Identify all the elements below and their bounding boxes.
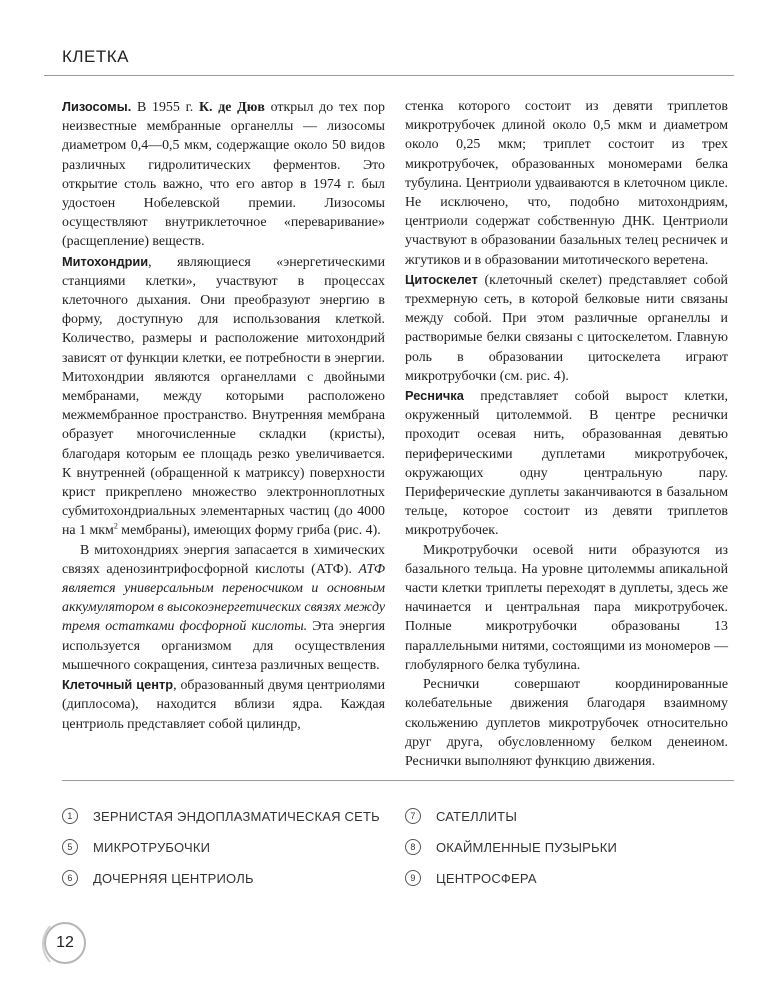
legend-label: САТЕЛЛИТЫ — [436, 808, 518, 824]
paragraph-cilium: Ресничка представляет собой вырост клетки, окруженный цитолеммой. В центре реснички проходит осевая нить, образованная девятью периферическими дуплетами микротрубочек, окружающих одну центральную пару. Периферические дуплеты заканчиваются в базальном тельце, которое состоит из девяти триплетов микротрубочек. — [405, 388, 728, 539]
header-divider — [44, 75, 734, 76]
legend-label: МИКРОТРУБОЧКИ — [93, 839, 211, 855]
legend-divider — [62, 780, 734, 781]
legend-label: ДОЧЕРНЯЯ ЦЕНТРИОЛЬ — [93, 870, 254, 886]
legend-number-badge: 1 — [62, 808, 78, 824]
legend-number-badge: 7 — [405, 808, 421, 824]
term-mitochondria: Митохондрии — [62, 253, 149, 269]
right-text-column — [405, 97, 728, 771]
paragraph-movement: Реснички совершают координированные колебательные движения благодаря взаимному скольжению дуплетов микротрубочек относительно друг друга, обусловленному белком денеином. Реснички выполняют функцию движения. — [405, 677, 728, 769]
paragraph-microtubules: Микротрубочки осевой нити образуются из базального тельца. На уровне цитолеммы апикальной части клетки триплеты переходят в дуплеты, здесь же начинается и центральная пара микротрубочек. Полные микротрубочки образованы 13 параллельными нитями, состоящими из мономеров — глобулярного белка тубулина. — [405, 542, 728, 673]
legend-number-badge: 9 — [405, 870, 421, 886]
term-cilium: Ресничка — [405, 388, 464, 404]
legend-label: ЗЕРНИСТАЯ ЭНДОПЛАЗМАТИЧЕСКАЯ СЕТЬ — [93, 808, 380, 824]
legend-item — [405, 870, 537, 886]
term-lysosomes: Лизосомы. — [62, 99, 132, 114]
emphasis-atp: АТФ является универсальным переносчиком и основным аккумулятором в высокоэнергетических связях между тремя остатками фосфорной кислоты. — [62, 561, 385, 635]
legend-number-badge: 5 — [62, 839, 78, 855]
legend-item — [405, 839, 617, 855]
legend-item — [62, 870, 254, 886]
legend-item — [405, 808, 517, 824]
author-name: К. де Дюв — [198, 100, 265, 115]
term-cytoskeleton: Цитоскелет — [405, 271, 478, 287]
paragraph-cell-center: Клеточный центр, образованный двумя центриолями (диплосома), находится вблизи ядра. Каждая центриоль представляет собой цилиндр, — [62, 677, 386, 732]
legend-number-badge: 6 — [62, 870, 78, 886]
paragraph-energy: В митохондриях энергия запасается в химических связях аденозинтрифосфорной кислоты (АТФ). АТФ является универсальным переносчиком и основным аккумулятором в высокоэнергетических связях между тремя остатками фосфорной кислоты. Эта энергия используется организмом для осуществления мышечного сокращения, синтеза различных веществ. — [62, 542, 385, 673]
legend-label: ЦЕНТРОСФЕРА — [436, 870, 537, 886]
legend-item — [62, 808, 380, 824]
page-title: КЛЕТКА — [62, 47, 130, 66]
paragraph-lysosomes: Лизосомы. В 1955 г. К. де Дюв открыл до тех пор неизвестные мембранные органеллы — лизосомы диаметром 0,4—0,5 мкм, содержащие около 50 видов различных гидролитических ферментов. Это открытие столь важно, что его автор в 1974 г. был удостоен Нобелевской премии. Лизосомы осуществляют внутриклеточное «переваривание» (расщепление) веществ. — [62, 99, 385, 250]
legend-item — [62, 839, 210, 855]
term-cell-center: Клеточный центр — [62, 677, 174, 693]
left-text-column — [62, 97, 385, 734]
paragraph-cytoskeleton: Цитоскелет (клеточный скелет) представляет собой трехмерную сеть, в которой белковые нити связаны между собой. При этом различные органеллы и растворимые белки связаны с цитоскелетом. Главную роль в образовании цитоскелета играют микротрубочки (см. рис. 4). — [405, 271, 728, 384]
legend-label: ОКАЙМЛЕННЫЕ ПУЗЫРЬКИ — [436, 839, 618, 855]
legend-number-badge: 8 — [405, 839, 421, 855]
paragraph-mitochondria: Митохондрии, являющиеся «энергетическими станциями клетки», участвуют в процессах клеточного дыхания. Они преобразуют энергию в форму, доступную для использования клеткой. Количество, размеры и расположение митохондрий зависят от функции клетки, ее потребности в энергии. Митохондрии являются органеллами с двойными мембранами, между которыми расположено межмембранное пространство. Внутренняя мембрана образует многочисленные складки (кристы), благодаря которым ее площадь резко увеличивается. К внутренней (обращенной к матриксу) поверхности крист прикреплено множество электронноплотных субмитохондриальных элементарных частиц (до 4000 на 1 мкм$^2$ мембраны), имеющих форму гриба (рис. 4). — [62, 253, 385, 539]
paragraph-centriole-continued: стенка которого состоит из девяти триплетов микротрубочек длиной около 0,5 мкм и диаметром около 0,25 мкм; триплет состоит из трех микротрубочек, образованных мономерами белка тубулина. Центриоли удваиваются в клеточном цикле. Не исключено, что, подобно митохондриям, центриоли содержат собственную ДНК. Центриоли участвуют в образовании базальных телец ресничек и жгутиков и в образовании митотического веретена. — [405, 99, 728, 268]
page-number: 12 — [44, 922, 86, 964]
